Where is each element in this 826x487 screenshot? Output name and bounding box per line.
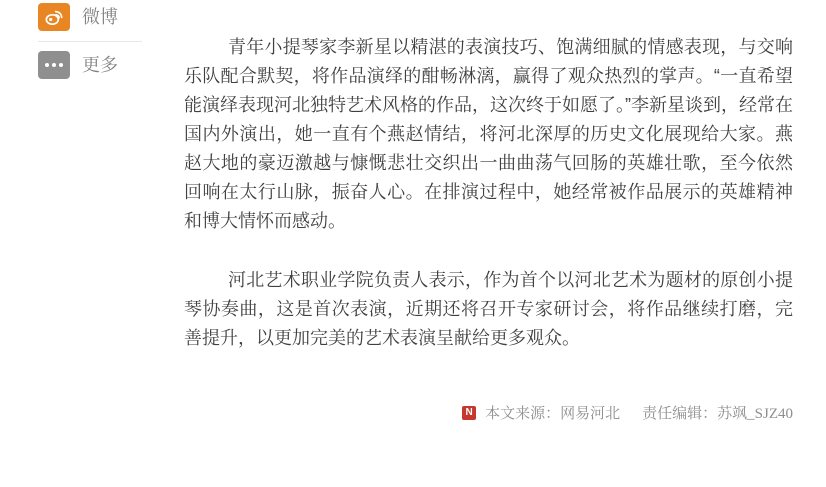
ellipsis-icon (38, 51, 70, 79)
netease-logo-icon: N (462, 406, 476, 420)
editor-label: 责任编辑：苏飒_SJZ40 (642, 406, 793, 422)
article-paragraph-1: 青年小提琴家李新星以精湛的表演技巧、饱满细腻的情感表现，与交响乐队配合默契，将作品演绎的酣畅淋漓，赢得了观众热烈的掌声。“一直希望能演绎表现河北独特艺术风格的作品，这次终于如愿了。”李新星谈到，经常在国内外演出，她一直有个燕赵情结，将河北深厚的历史文化展现给大家。燕赵大地的豪迈激越与慷慨悲壮交织出一曲曲荡气回肠的英雄壮歌，至今依然回响在太行山脉，振奋人心。在排演过程中，她经常被作品展示的英雄精神和博大情怀而感动。 (184, 37, 793, 231)
share-more-label: 更多 (82, 55, 118, 75)
share-weibo-label: 微博 (82, 7, 118, 27)
article-paragraph-2: 河北艺术职业学院负责人表示，作为首个以河北艺术为题材的原创小提琴协奏曲，这是首次表演，近期还将召开专家研讨会，将作品继续打磨，完善提升，以更加完美的艺术表演呈献给更多观众。 (184, 270, 793, 348)
weibo-icon (38, 3, 70, 31)
article-body (184, 33, 793, 383)
article-footer (184, 402, 793, 423)
share-more-button[interactable] (38, 51, 142, 79)
article-source (462, 402, 620, 423)
share-bar-divider (38, 41, 142, 42)
share-weibo-button[interactable] (38, 3, 142, 31)
source-label: 本文来源：网易河北 (485, 406, 621, 422)
share-bar (38, 3, 142, 79)
